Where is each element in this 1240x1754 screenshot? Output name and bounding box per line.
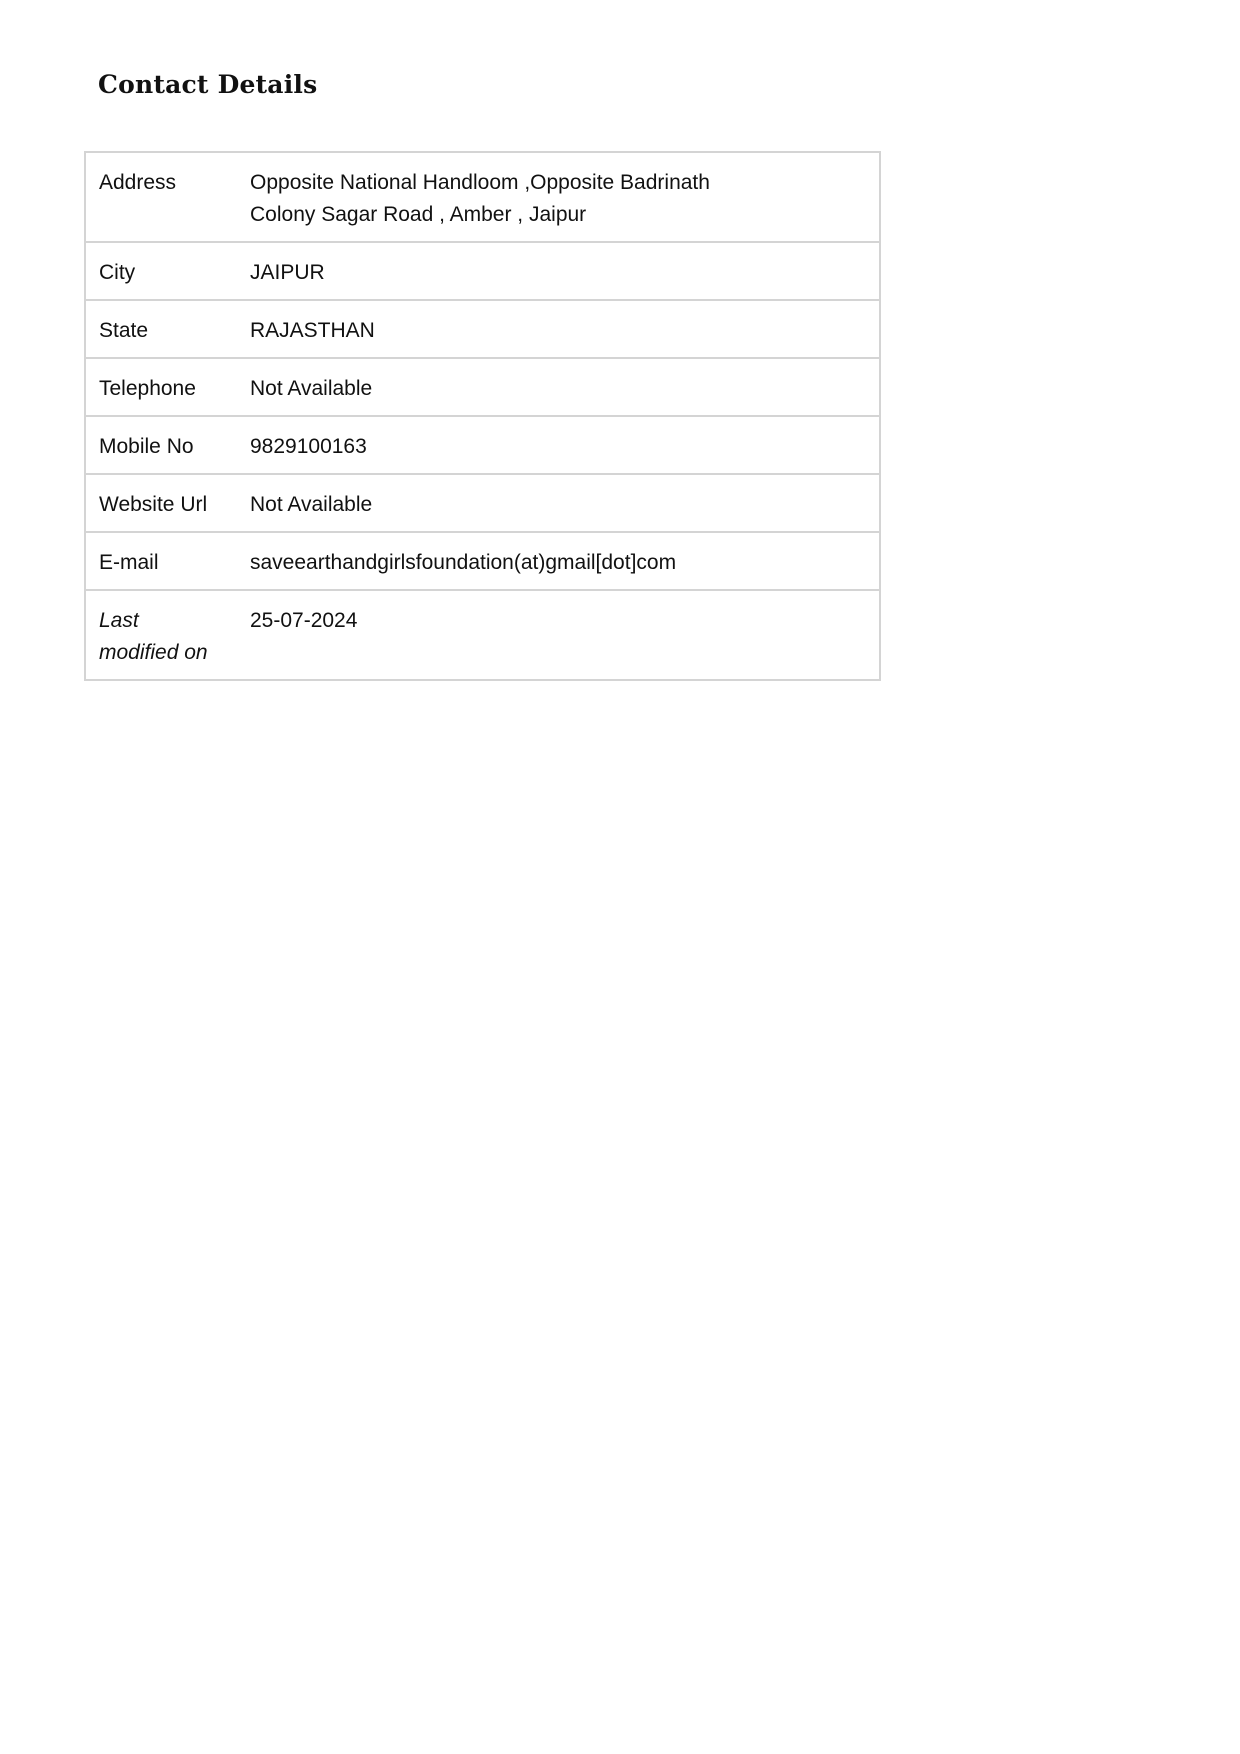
telephone-value: Not Available xyxy=(238,358,880,416)
table-row-city xyxy=(85,242,880,300)
state-label: State xyxy=(85,300,238,358)
last-modified-label-text: Last modified on xyxy=(99,609,208,664)
email-label: E-mail xyxy=(85,532,238,590)
table-row-mobile xyxy=(85,416,880,474)
address-label: Address xyxy=(99,171,177,194)
website-value: Not Available xyxy=(238,474,880,532)
email-value: saveearthandgirlsfoundation(at)gmail[dot]com xyxy=(238,532,880,590)
table-row-website xyxy=(85,474,880,532)
telephone-label: Telephone xyxy=(85,358,238,416)
table-row-state xyxy=(85,300,880,358)
page-title: Contact Details xyxy=(98,70,318,99)
last-modified-value: 25-07-2024 xyxy=(238,590,880,680)
state-value: RAJASTHAN xyxy=(238,300,880,358)
contact-details-table xyxy=(84,151,881,681)
website-label: Website Url xyxy=(85,474,238,532)
table-row-telephone xyxy=(85,358,880,416)
last-modified-label xyxy=(85,590,238,680)
table-row-address xyxy=(85,152,880,242)
mobile-value: 9829100163 xyxy=(238,416,880,474)
city-value: JAIPUR xyxy=(238,242,880,300)
address-value xyxy=(238,152,880,242)
mobile-label: Mobile No xyxy=(85,416,238,474)
address-value-text: Opposite National Handloom ,Opposite Badrinath Colony Sagar Road , Amber , Jaipur xyxy=(250,171,710,226)
table-row-last-modified xyxy=(85,590,880,680)
table-row-email xyxy=(85,532,880,590)
city-label: City xyxy=(85,242,238,300)
